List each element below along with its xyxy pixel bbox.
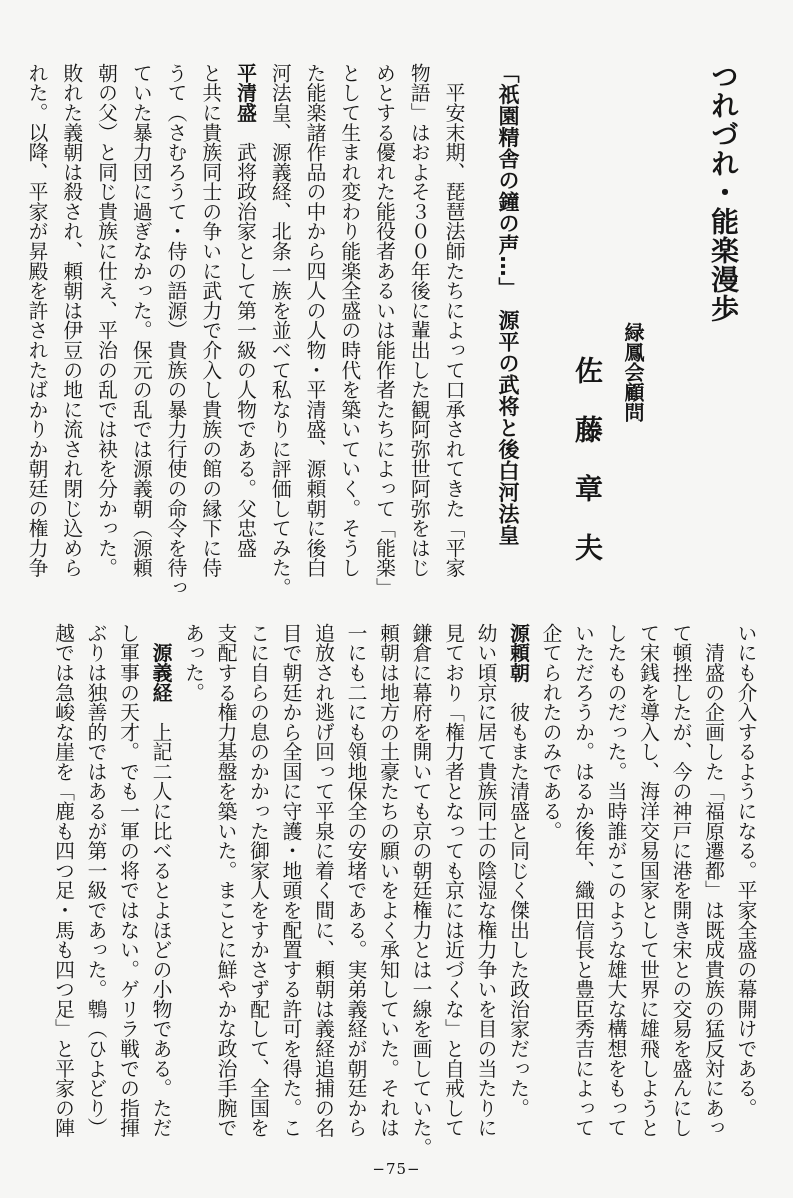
section-heading: 源頼朝 [506, 623, 530, 683]
text-column [401, 63, 436, 603]
text-column [274, 623, 307, 1163]
text-column [631, 623, 664, 1163]
column-text: 頼朝は地方の土豪たちの願いをよく承知していた。それは [376, 623, 400, 1138]
text-column [435, 63, 470, 603]
text-column [729, 623, 762, 1163]
column-text: あった。 [181, 623, 205, 703]
upper-body-text [18, 63, 470, 603]
column-text: ていた暴力団に過ぎなかった。保元の乱では源義朝（源頼 [129, 63, 153, 578]
column-text: て頓挫したが、今の神戸に港を開き宋との交易を盛んにし [669, 623, 692, 1138]
text-column [469, 623, 502, 1163]
text-column [566, 623, 599, 1163]
column-text: 幼い頃京に居て貴族同士の陰湿な権力争いを目の当たりに [474, 623, 497, 1138]
text-column [46, 623, 79, 1163]
text-column [534, 623, 567, 1163]
column-text: と共に貴族同士の争いに武力で介入し貴族の館の縁下に侍 [198, 63, 222, 578]
column-text: 見ており「権力者となっても京には近づくな」と自戒して [441, 623, 465, 1138]
text-column [18, 63, 53, 603]
column-text: 彼もまた清盛と同じく傑出した政治家だった。 [506, 682, 530, 1118]
text-column [88, 63, 123, 603]
column-text: 越では急峻な崖を「鹿も四つ足・馬も四つ足」と平家の陣 [51, 623, 75, 1138]
text-column [501, 623, 534, 1163]
text-column [296, 63, 331, 603]
column-text: 清盛の企画した「福原遷都」は既成貴族の猛反対にあっ [701, 623, 725, 1138]
column-text: た能楽諸作品の中から四人の人物・平清盛、源頼朝に後白 [303, 63, 326, 578]
column-text: うて（さむろうて・侍の語源）貴族の暴力行使の命令を待っ [164, 63, 187, 598]
text-column [436, 623, 469, 1163]
text-column [366, 63, 401, 603]
text-column [79, 623, 112, 1163]
text-column [144, 623, 177, 1163]
text-column [209, 623, 242, 1163]
column-text: れた。以降、平家が昇殿を許されたばかりか朝廷の権力争 [25, 63, 48, 578]
text-column [599, 623, 632, 1163]
column-text: したものだった。当時誰がこのような雄大な構想をもって [604, 623, 627, 1138]
column-text: 敗れた義朝は殺され、頼朝は伊豆の地に流され閉じ込めら [59, 63, 83, 578]
column-text: 一にも二にも領地保全の安堵である。実弟義経が朝廷から [344, 623, 367, 1138]
column-text: 武将政治家として第一級の人物である。父忠盛 [233, 122, 257, 558]
column-text: し軍事の天才。でも一軍の将ではない。ゲリラ戦での指揮 [116, 623, 140, 1138]
text-column [696, 623, 729, 1163]
text-column [262, 63, 297, 603]
column-text: 平安末期、琵琶法師たちによって口承されてきた「平家 [442, 63, 465, 578]
column-text: ぶりは独善的ではあるが第一級であった。鵯（ひよどり） [84, 623, 107, 1138]
author-affiliation: 緑鳳会顧問 [621, 322, 645, 422]
text-column [404, 623, 437, 1163]
column-text: 上記二人に比べるとよほどの小物である。ただ [149, 702, 172, 1138]
column-text: こに自らの息のかかった御家人をすかさず配して、全国を [246, 623, 270, 1138]
section-heading: 平清盛 [233, 63, 257, 123]
page-number: −75− [372, 1160, 421, 1178]
author-name: 佐藤章夫 [571, 356, 604, 592]
text-column [331, 63, 366, 603]
column-text: 目で朝廷から全国に守護・地頭を配置する許可を得た。こ [279, 623, 302, 1138]
lower-body-text [46, 623, 761, 1163]
text-column [371, 623, 404, 1163]
column-text: 企てられたのみである。 [539, 623, 562, 841]
text-column [227, 63, 262, 603]
column-text: 朝の父）と同じ貴族に仕え、平治の乱では袂を分かった。 [94, 63, 118, 578]
text-column [123, 63, 158, 603]
article-title: つれづれ・能楽漫歩 [707, 62, 740, 323]
column-text: 物語」はおよそ３００年後に輩出した観阿弥世阿弥をはじ [407, 63, 431, 578]
column-text: 鎌倉に幕府を開いても京の朝廷権力とは一線を画していた。 [409, 623, 432, 1158]
text-column [53, 63, 88, 603]
text-column [339, 623, 372, 1163]
text-column [306, 623, 339, 1163]
text-column [241, 623, 274, 1163]
text-column [157, 63, 192, 603]
text-column [664, 623, 697, 1163]
text-column [176, 623, 209, 1163]
column-text: て宋銭を導入し、海洋交易国家として世界に雄飛しようと [636, 623, 660, 1138]
column-text: 河法皇、源義経、北条一族を並べて私なりに評価してみた。 [268, 63, 292, 598]
text-column [111, 623, 144, 1163]
article-subtitle: 「祇園精舎の鐘の声…」 源平の武将と後白河法皇 [496, 62, 520, 546]
column-text: いにも介入するようになる。平家全盛の幕開けである。 [734, 623, 757, 1118]
column-text: として生まれ変わり能楽全盛の時代を築いていく。そうし [337, 63, 361, 578]
column-text: いただろうか。はるか後年、織田信長と豊臣秀吉によって [571, 623, 595, 1138]
column-text: めとする優れた能役者あるいは能作者たちによって「能楽」 [372, 63, 396, 598]
column-text: 支配する権力基盤を築いた。まことに鮮やかな政治手腕で [214, 623, 237, 1138]
section-heading: 源義経 [149, 623, 172, 703]
column-text: 追放され逃げ回って平泉に着く間に、頼朝は義経追捕の名 [311, 623, 335, 1138]
text-column [192, 63, 227, 603]
